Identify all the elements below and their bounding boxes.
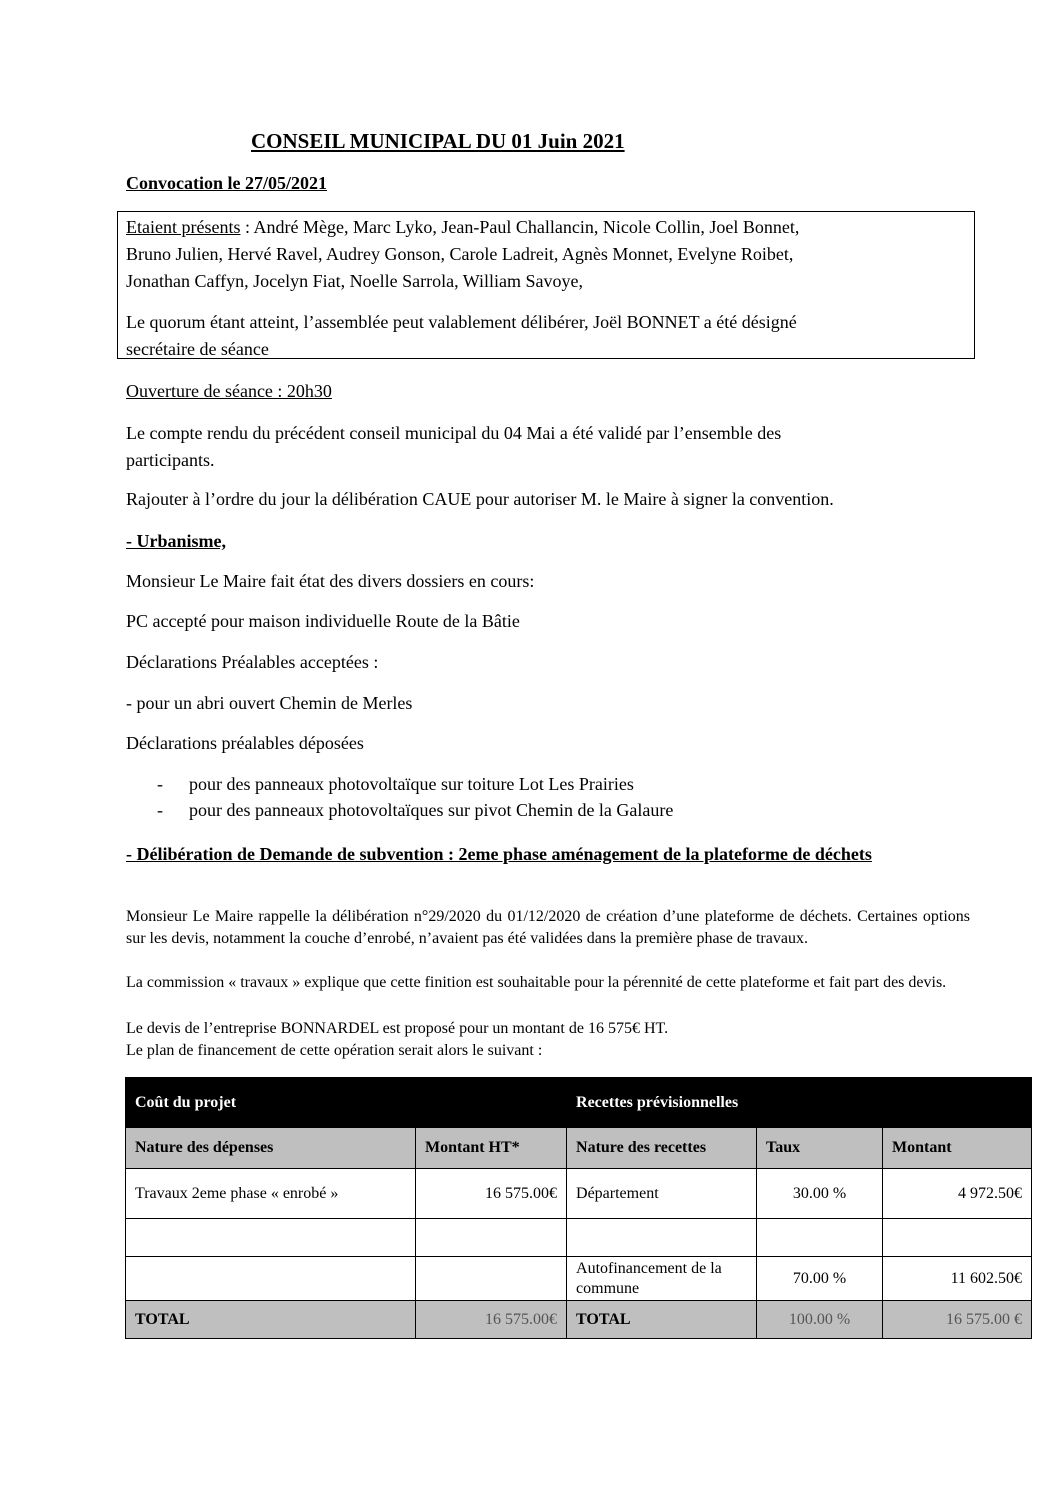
table-row [126,1219,1032,1257]
deliberation-paragraph-4: Le plan de financement de cette opération serait alors le suivant : [126,1042,543,1059]
table-cell: 4 972.50€ [883,1169,1032,1219]
table-cell [416,1257,567,1301]
table-row [126,1169,1032,1219]
total-label: TOTAL [567,1301,757,1339]
section-urbanisme-heading: - Urbanisme, [126,531,226,551]
total-rate: 100.00 % [757,1301,883,1339]
convocation-date: Convocation le 27/05/2021 [126,173,327,193]
table-cell: 70.00 % [757,1257,883,1301]
table-cell: Département [567,1169,757,1219]
total-revenue: 16 575.00 € [883,1301,1032,1339]
project-cost-header: Coût du projet [126,1078,567,1128]
column-header: Montant HT* [416,1128,567,1169]
bullet-marker: - [157,800,163,820]
attendance-names-1: : André Mège, Marc Lyko, Jean-Paul Challancin, Nicole Collin, Joel Bonnet, [240,217,800,237]
table-cell [567,1219,757,1257]
table-cell: Travaux 2eme phase « enrobé » [126,1169,416,1219]
total-label: TOTAL [126,1301,416,1339]
bullet-item: pour des panneaux photovoltaïque sur toiture Lot Les Prairies [189,774,634,794]
table-cell [757,1219,883,1257]
table-cell [416,1219,567,1257]
deliberation-paragraph-2: La commission « travaux » explique que cette finition est souhaitable pour la pérennité de cette plateforme et fait part des devis. [126,974,947,991]
urbanisme-abri: - pour un abri ouvert Chemin de Merles [126,693,413,713]
opening-time: Ouverture de séance : 20h30 [126,381,332,401]
table-cell [126,1219,416,1257]
bullet-item: pour des panneaux photovoltaïques sur pivot Chemin de la Galaure [189,800,674,820]
attendance-line-3: Jonathan Caffyn, Jocelyn Fiat, Noelle Sarrola, William Savoye, [126,271,584,291]
urbanisme-pc: PC accepté pour maison individuelle Route de la Bâtie [126,611,520,631]
attendance-label: Etaient présents [126,217,241,237]
attendance-line-2: Bruno Julien, Hervé Ravel, Audrey Gonson, Carole Ladreit, Agnès Monnet, Evelyne Roibet, [126,244,794,264]
table-cell: 30.00 % [757,1169,883,1219]
minutes-approval-line-1: Le compte rendu du précédent conseil municipal du 04 Mai a été validé par l’ensemble des [126,423,782,443]
table-total-row [126,1301,1032,1339]
attendance-line-1 [126,214,799,240]
table-cell: 16 575.00€ [416,1169,567,1219]
forecast-revenue-header: Recettes prévisionnelles [567,1078,1032,1128]
quorum-line-2: secrétaire de séance [126,339,269,359]
table-row [126,1257,1032,1301]
minutes-approval-line-2: participants. [126,450,215,470]
total-expenses: 16 575.00€ [416,1301,567,1339]
financing-table [125,1077,1032,1339]
table-cell [883,1219,1032,1257]
deliberation-paragraph-3: Le devis de l’entreprise BONNARDEL est proposé pour un montant de 16 575€ HT. [126,1020,669,1037]
deliberation-paragraph-1: Monsieur Le Maire rappelle la délibération n°29/2020 du 01/12/2020 de création d’une plateforme de déchets. Certaines options sur les devis, notamment la couche d’enrobé, n’avaient pas été validées dans la première phase de travaux. [126,908,970,947]
urbanisme-intro: Monsieur Le Maire fait état des divers dossiers en cours: [126,571,535,591]
table-cell: 11 602.50€ [883,1257,1032,1301]
page-title: CONSEIL MUNICIPAL DU 01 Juin 2021 [251,129,625,153]
table-top-row [126,1078,1032,1128]
agenda-addition: Rajouter à l’ordre du jour la délibération CAUE pour autoriser M. le Maire à signer la convention. [126,489,834,509]
bullet-marker: - [157,774,163,794]
urbanisme-dp-accepted: Déclarations Préalables acceptées : [126,652,379,672]
column-header: Taux [757,1128,883,1169]
section-deliberation-heading: - Délibération de Demande de subvention : 2eme phase aménagement de la plateforme de déchets [126,844,872,864]
urbanisme-dp-filed: Déclarations préalables déposées [126,733,364,753]
table-header-row [126,1128,1032,1169]
table-cell [126,1257,416,1301]
column-header: Nature des recettes [567,1128,757,1169]
table-cell: Autofinancement de la commune [567,1257,757,1301]
quorum-line-1: Le quorum étant atteint, l’assemblée peut valablement délibérer, Joël BONNET a été désigné [126,312,797,332]
column-header: Nature des dépenses [126,1128,416,1169]
column-header: Montant [883,1128,1032,1169]
